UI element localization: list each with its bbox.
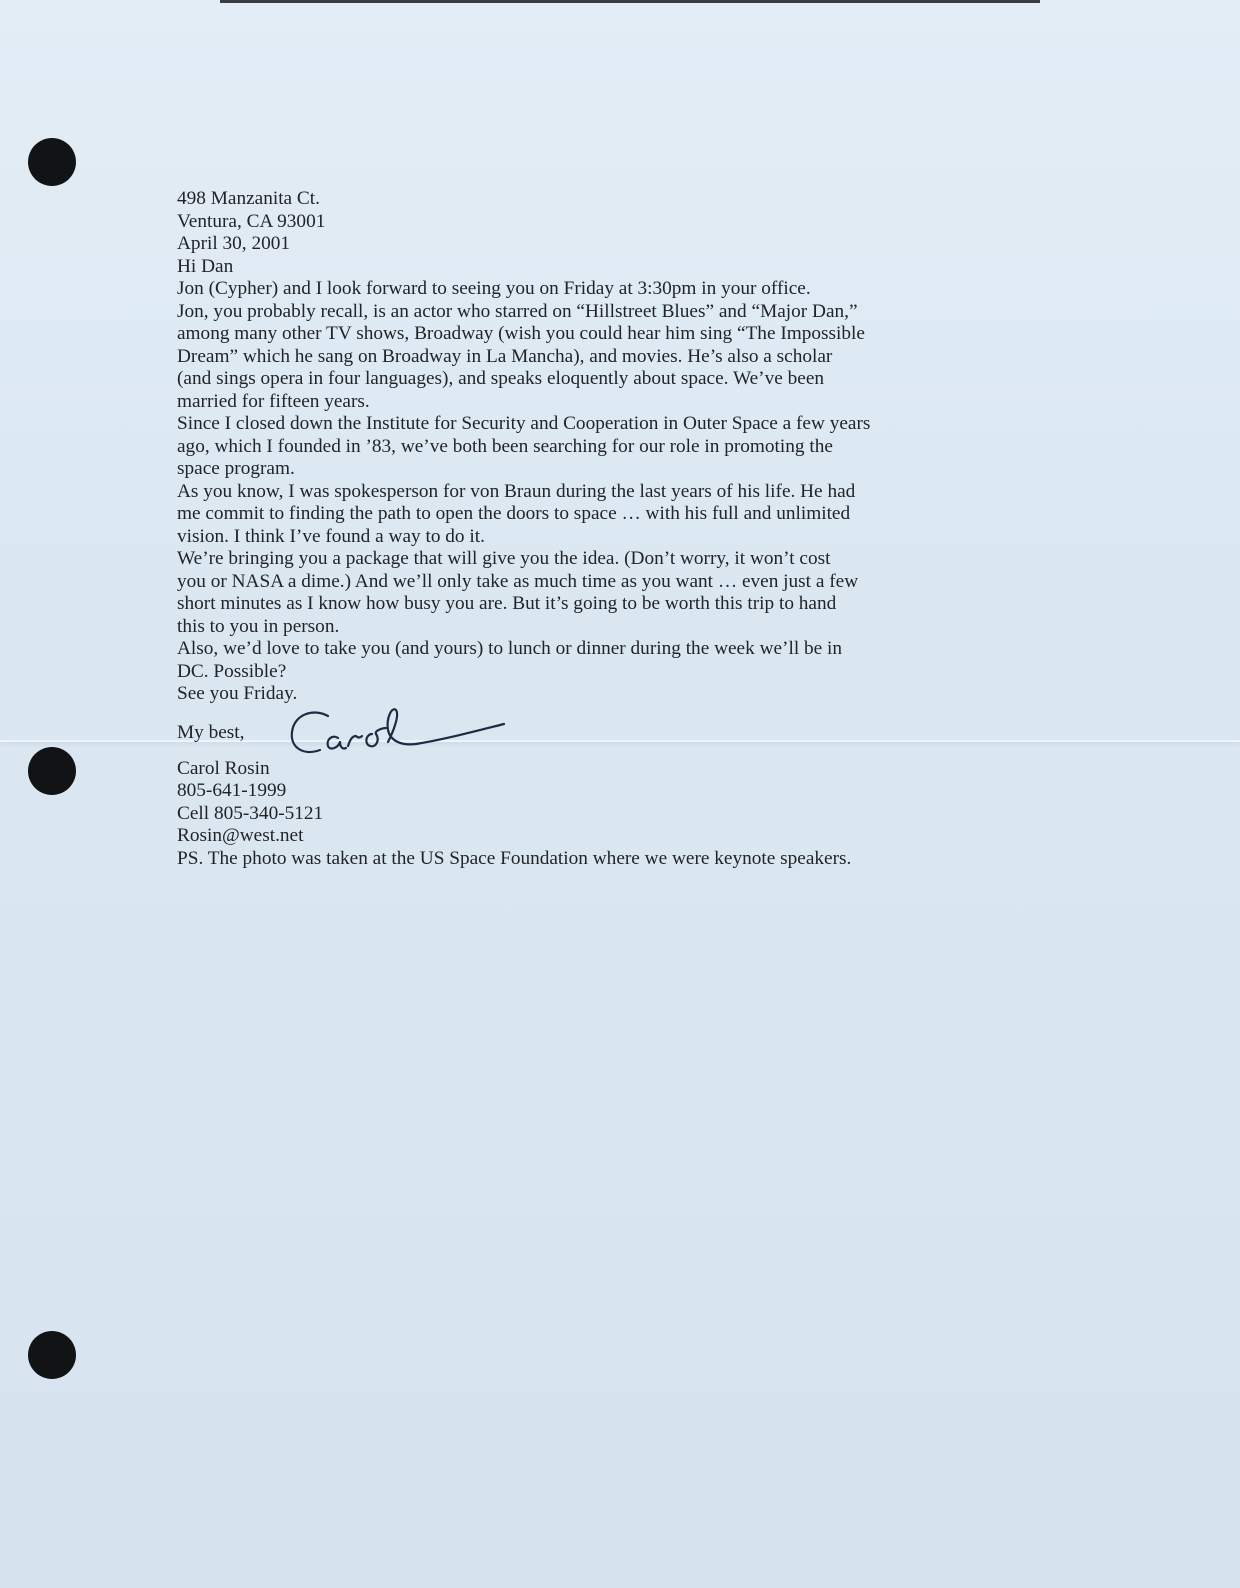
salutation: Hi Dan xyxy=(177,255,234,277)
letter-date: April 30, 2001 xyxy=(177,233,291,254)
signoff-block xyxy=(177,706,1057,758)
paragraph-line: As you know, I was spokesperson for von Braun during the last years of his life. He had xyxy=(177,480,856,502)
paragraph-line: Jon, you probably recall, is an actor who starred on “Hillstreet Blues” and “Major Dan,” xyxy=(177,300,858,322)
paragraph-line: Since I closed down the Institute for Security and Cooperation in Outer Space a few years xyxy=(177,413,871,434)
paragraph-line: We’re bringing you a package that will give you the idea. (Don’t worry, it won’t cost xyxy=(177,548,831,569)
paragraph-line: (and sings opera in four languages), and speaks eloquently about space. We’ve been xyxy=(177,368,825,389)
paragraph xyxy=(177,548,1057,638)
paragraph-line: me commit to finding the path to open the doors to space … with his full and unlimited xyxy=(177,503,851,524)
paragraph-line: space program. xyxy=(177,458,295,479)
punch-hole-bottom xyxy=(28,1331,76,1379)
contact-phone: 805-641-1999 xyxy=(177,780,287,801)
address-line: Ventura, CA 93001 xyxy=(177,210,326,232)
page-top-edge xyxy=(220,0,1040,3)
punch-hole-top xyxy=(28,138,76,186)
paragraph xyxy=(177,638,1057,683)
paragraph-line: Also, we’d love to take you (and yours) to lunch or dinner during the week we’ll be in xyxy=(177,638,843,659)
paragraph-line: Dream” which he sang on Broadway in La Mancha), and movies. He’s also a scholar xyxy=(177,345,833,367)
paragraph-line: this to you in person. xyxy=(177,615,340,637)
contact-name: Carol Rosin xyxy=(177,757,270,779)
closing-line: See you Friday. xyxy=(177,683,298,704)
paragraph-line: short minutes as I know how busy you are. But it’s going to be worth this trip to hand xyxy=(177,593,837,614)
paragraph-line: vision. I think I’ve found a way to do it. xyxy=(177,525,485,547)
signoff: My best, xyxy=(177,721,245,743)
address-line: 498 Manzanita Ct. xyxy=(177,188,320,209)
paragraph-line: DC. Possible? xyxy=(177,660,287,682)
paragraph-line: Jon (Cypher) and I look forward to seeing you on Friday at 3:30pm in your office. xyxy=(177,278,811,299)
paragraph-line: ago, which I founded in ’83, we’ve both been searching for our role in promoting the xyxy=(177,435,833,457)
paragraph xyxy=(177,278,1057,301)
paragraph-line: you or NASA a dime.) And we’ll only take as much time as you want … even just a few xyxy=(177,570,859,592)
handwritten-signature xyxy=(282,698,522,768)
paragraph xyxy=(177,301,1057,414)
contact-cell: Cell 805-340-5121 xyxy=(177,802,324,824)
paragraph xyxy=(177,481,1057,549)
contact-email: Rosin@west.net xyxy=(177,825,304,846)
paragraph-line: married for fifteen years. xyxy=(177,390,370,412)
postscript: PS. The photo was taken at the US Space Foundation where we were keynote speakers. xyxy=(177,847,852,869)
punch-hole-middle xyxy=(28,747,76,795)
letter-body xyxy=(177,188,1057,870)
paragraph-line: among many other TV shows, Broadway (wish you could hear him sing “The Impossible xyxy=(177,323,865,344)
sender-address xyxy=(177,188,1057,233)
contact-block xyxy=(177,758,1057,848)
paragraph xyxy=(177,413,1057,481)
